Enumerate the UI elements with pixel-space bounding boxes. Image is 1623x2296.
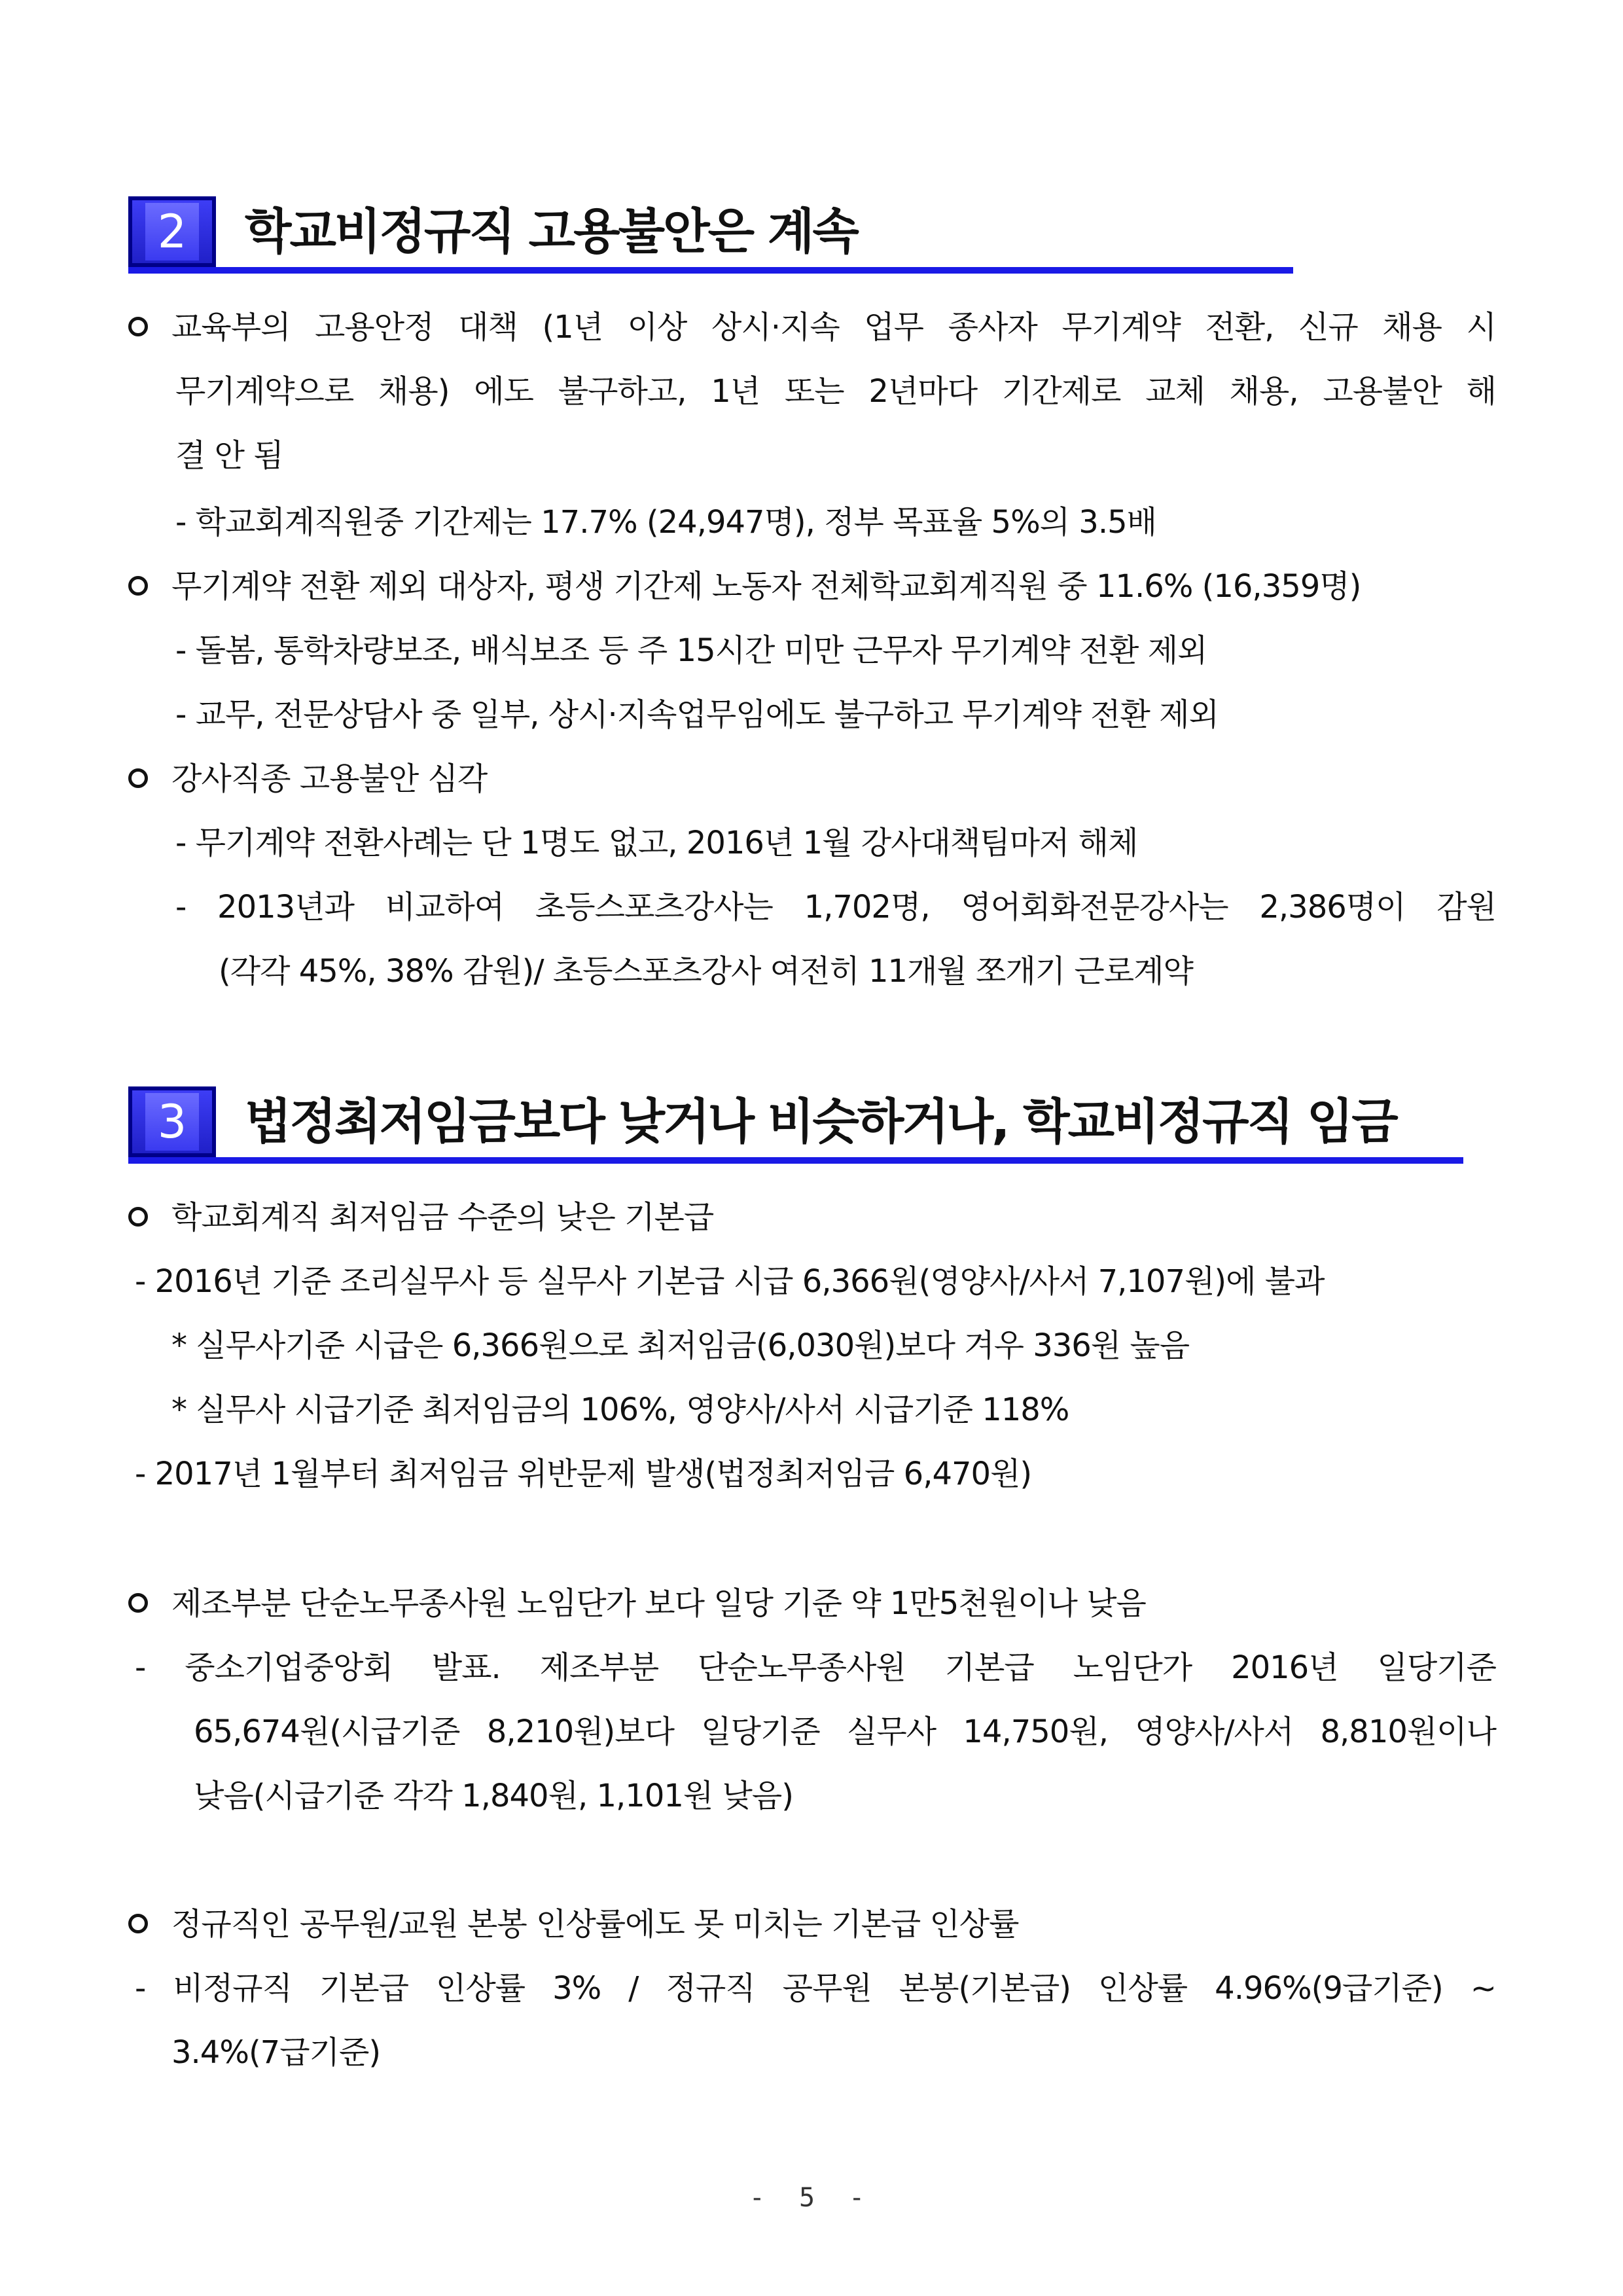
dash-item-continued: 65,674원(시급기준 8,210원)보다 일당기준 실무사 14,750원, 영양사/사서 8,810원이나	[194, 1713, 1496, 1750]
dash-item: - 학교회계직원중 기간제는 17.7% (24,947명), 정부 목표율 5%의 3.5배	[175, 504, 1157, 541]
section-number: 3	[145, 1093, 199, 1151]
dash-item-continued: (각각 45%, 38% 감원)/ 초등스포츠강사 여전히 11개월 쪼개기 근로계약	[219, 953, 1193, 990]
dash-item: - 2013년과 비교하여 초등스포츠강사는 1,702명, 영어회화전문강사는 2,386명이 감원	[175, 889, 1496, 925]
dash-item: - 무기계약 전환사례는 단 1명도 없고, 2016년 1월 강사대책팀마저 해체	[175, 825, 1138, 861]
section-3-header	[128, 1086, 1463, 1165]
dash-item: - 비정규직 기본급 인상률 3% / 정규직 공무원 본봉(기본급) 인상률 4.96%(9급기준) ~	[135, 1970, 1496, 2007]
section-underline	[128, 1157, 1463, 1164]
section-underline	[128, 267, 1293, 274]
dash-item: - 교무, 전문상담사 중 일부, 상시·지속업무임에도 불구하고 무기계약 전환 제외	[175, 696, 1219, 733]
section-title: 법정최저임금보다 낮거나 비슷하거나, 학교비정규직 임금	[245, 1094, 1397, 1150]
circle-bullet-icon	[128, 1593, 148, 1613]
section-2-header	[128, 196, 1293, 275]
paragraph-line: 제조부분 단순노무종사원 노임단가 보다 일당 기준 약 1만5천원이나 낮음	[128, 1584, 1146, 1623]
paragraph-line: 교육부의 고용안정 대책 (1년 이상 상시·지속 업무 종사자 무기계약 전환, 신규 채용 시	[128, 308, 1496, 347]
dash-item: - 2017년 1월부터 최저임금 위반문제 발생(법정최저임금 6,470원)	[135, 1456, 1032, 1492]
note-item: * 실무사 시급기준 최저임금의 106%, 영양사/사서 시급기준 118%	[171, 1391, 1069, 1428]
paragraph-line: 결 안 됨	[175, 437, 283, 474]
section-number-box	[128, 1086, 216, 1157]
paragraph-line: 강사직종 고용불안 심각	[128, 759, 487, 798]
page-number: - 5 -	[749, 2183, 874, 2213]
paragraph-line: 학교회계직 최저임금 수준의 낮은 기본급	[128, 1198, 713, 1237]
circle-bullet-icon	[128, 317, 148, 336]
circle-bullet-icon	[128, 576, 148, 596]
section-title: 학교비정규직 고용불안은 계속	[245, 204, 857, 260]
dash-item: - 중소기업중앙회 발표. 제조부분 단순노무종사원 기본급 노임단가 2016년 일당기준	[135, 1649, 1496, 1686]
dash-item-continued: 3.4%(7급기준)	[171, 2034, 381, 2071]
circle-bullet-icon	[128, 1207, 148, 1227]
paragraph-line: 무기계약 전환 제외 대상자, 평생 기간제 노동자 전체학교회계직원 중 11.6% (16,359명)	[128, 567, 1361, 606]
note-item: * 실무사기준 시급은 6,366원으로 최저임금(6,030원)보다 겨우 336원 높음	[171, 1327, 1190, 1364]
paragraph-line: 무기계약으로 채용) 에도 불구하고, 1년 또는 2년마다 기간제로 교체 채용, 고용불안 해	[175, 373, 1496, 410]
dash-item-continued: 낮음(시급기준 각각 1,840원, 1,101원 낮음)	[194, 1778, 793, 1814]
dash-item: - 2016년 기준 조리실무사 등 실무사 기본급 시급 6,366원(영양사/사서 7,107원)에 불과	[135, 1263, 1325, 1300]
dash-item: - 돌봄, 통학차량보조, 배식보조 등 주 15시간 미만 근무자 무기계약 전환 제외	[175, 632, 1207, 669]
section-number: 2	[145, 203, 199, 260]
circle-bullet-icon	[128, 768, 148, 788]
section-number-box	[128, 196, 216, 267]
paragraph-line: 정규직인 공무원/교원 본봉 인상률에도 못 미치는 기본급 인상률	[128, 1905, 1019, 1944]
circle-bullet-icon	[128, 1914, 148, 1933]
